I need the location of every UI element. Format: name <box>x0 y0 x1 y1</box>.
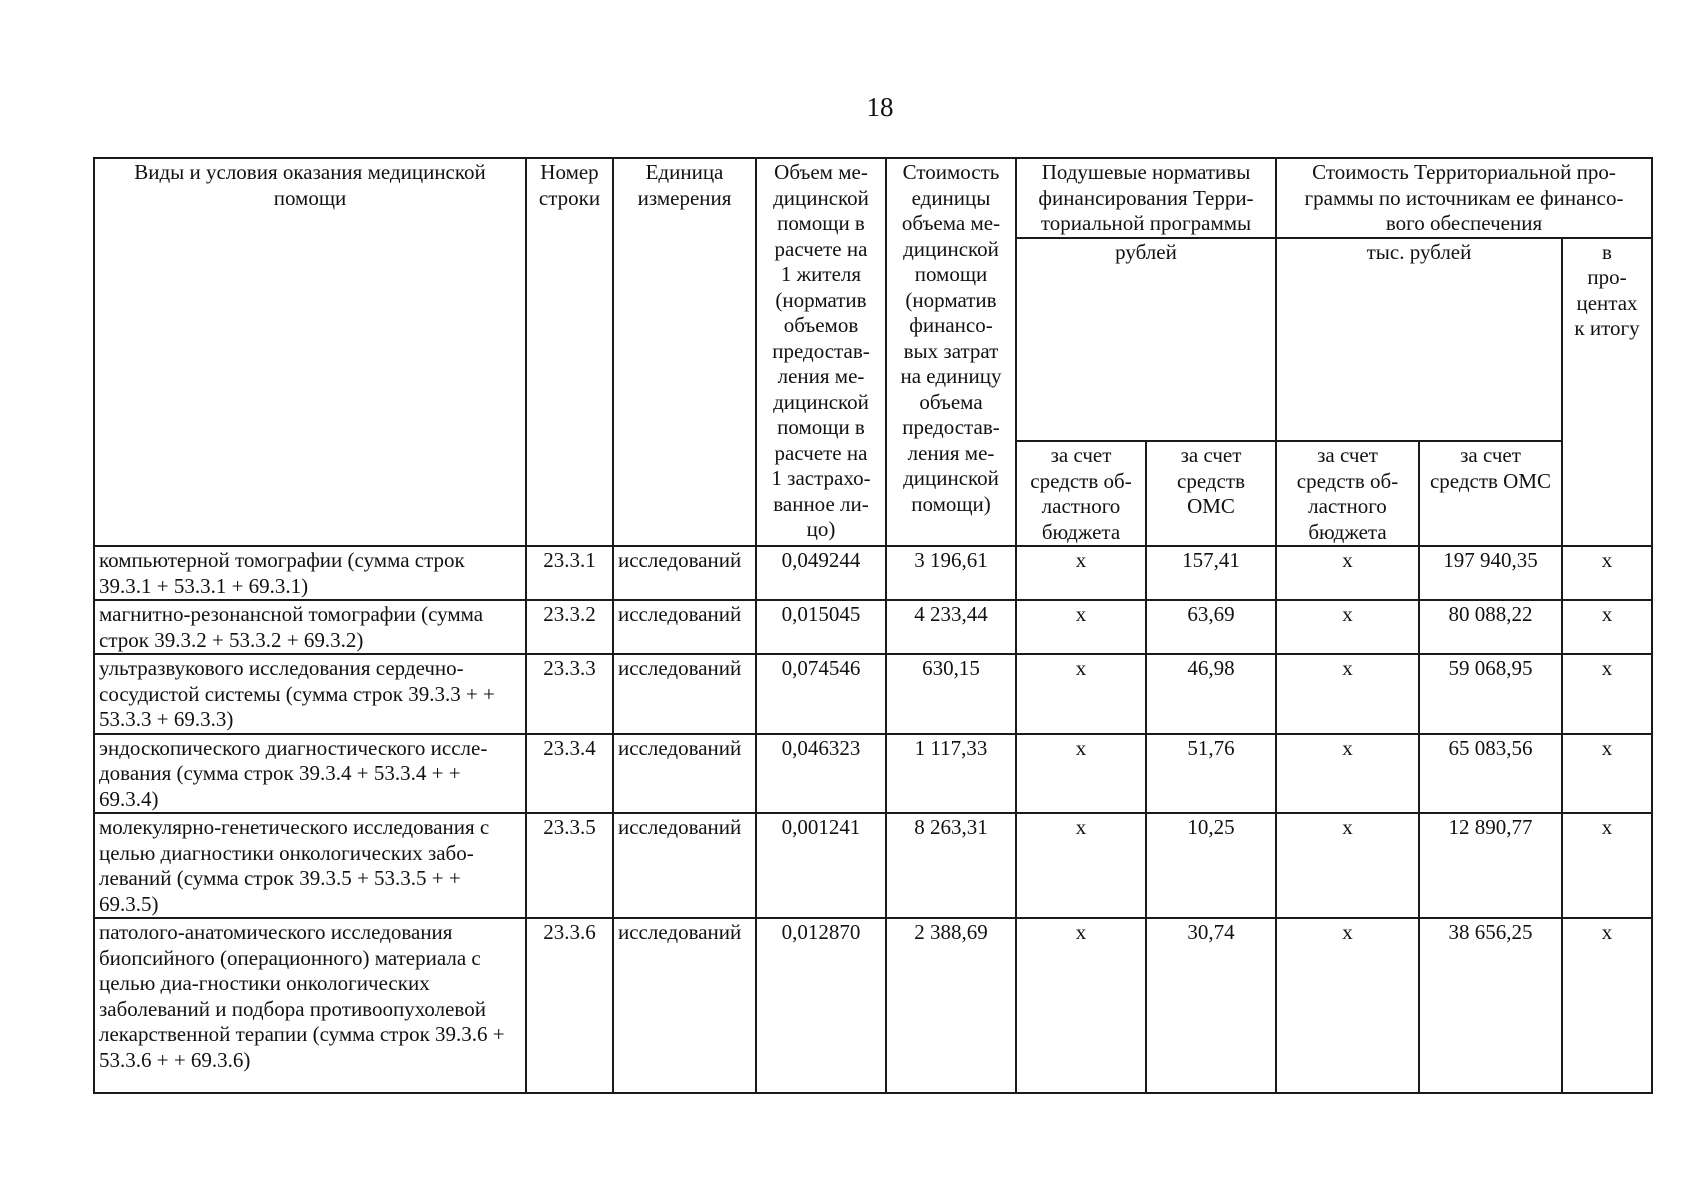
row-percent: х <box>1562 546 1652 600</box>
row-per-capita-oms: 51,76 <box>1146 734 1276 814</box>
row-number: 23.3.1 <box>526 546 613 600</box>
row-per-capita-oms: 157,41 <box>1146 546 1276 600</box>
medical-care-cost-table <box>93 157 1653 1094</box>
row-unit: исследований <box>613 546 756 600</box>
row-number: 23.3.2 <box>526 600 613 654</box>
row-per-capita-budget: х <box>1016 654 1146 734</box>
row-unit: исследований <box>613 918 756 1093</box>
row-volume: 0,049244 <box>756 546 886 600</box>
row-percent: х <box>1562 654 1652 734</box>
row-number: 23.3.4 <box>526 734 613 814</box>
header-unit: Единица измерения <box>613 158 756 546</box>
row-number: 23.3.6 <box>526 918 613 1093</box>
row-percent: х <box>1562 734 1652 814</box>
header-total-oms: за счет средств ОМС <box>1419 441 1562 546</box>
row-volume: 0,074546 <box>756 654 886 734</box>
row-total-budget: х <box>1276 918 1419 1093</box>
row-unit: исследований <box>613 654 756 734</box>
row-percent: х <box>1562 813 1652 918</box>
row-unit: исследований <box>613 813 756 918</box>
row-total-oms: 65 083,56 <box>1419 734 1562 814</box>
row-unit: исследований <box>613 600 756 654</box>
row-volume: 0,001241 <box>756 813 886 918</box>
header-per-capita: Подушевые нормативы финансирования Терри- ториальной программы <box>1016 158 1276 238</box>
row-cost: 630,15 <box>886 654 1016 734</box>
row-per-capita-oms: 30,74 <box>1146 918 1276 1093</box>
row-total-oms: 59 068,95 <box>1419 654 1562 734</box>
row-per-capita-budget: х <box>1016 734 1146 814</box>
row-total-oms: 38 656,25 <box>1419 918 1562 1093</box>
row-per-capita-budget: х <box>1016 600 1146 654</box>
table-row <box>94 813 1652 918</box>
header-program-cost: Стоимость Территориальной про- граммы по источникам ее финансо- вого обеспечения <box>1276 158 1652 238</box>
row-name: патолого-анатомического исследования биопсийного (операционного) материала с целью диа-гностики онкологических заболеваний и подбора противоопухолевой лекарственной терапии (сумма строк 39.3.6 + 53.3.6 + + 69.3.6) <box>94 918 526 1093</box>
row-total-budget: х <box>1276 734 1419 814</box>
row-total-budget: х <box>1276 654 1419 734</box>
row-cost: 3 196,61 <box>886 546 1016 600</box>
row-per-capita-oms: 46,98 <box>1146 654 1276 734</box>
header-row-number: Номер строки <box>526 158 613 546</box>
row-per-capita-oms: 63,69 <box>1146 600 1276 654</box>
row-total-budget: х <box>1276 600 1419 654</box>
row-unit: исследований <box>613 734 756 814</box>
row-name: магнитно-резонансной томографии (сумма строк 39.3.2 + 53.3.2 + 69.3.2) <box>94 600 526 654</box>
row-total-oms: 12 890,77 <box>1419 813 1562 918</box>
header-thousand-rubles: тыс. рублей <box>1276 238 1562 442</box>
header-percent: в про- центах к итогу <box>1562 238 1652 547</box>
row-name: молекулярно-генетического исследования с целью диагностики онкологических забо-леваний (сумма строк 39.3.5 + 53.3.5 + + 69.3.5) <box>94 813 526 918</box>
table-row <box>94 734 1652 814</box>
row-cost: 2 388,69 <box>886 918 1016 1093</box>
row-name: эндоскопического диагностического иссле-дования (сумма строк 39.3.4 + 53.3.4 + + 69.3.4) <box>94 734 526 814</box>
row-number: 23.3.5 <box>526 813 613 918</box>
header-total-regional-budget: за счет средств об- ластного бюджета <box>1276 441 1419 546</box>
table-row <box>94 918 1652 1093</box>
row-percent: х <box>1562 600 1652 654</box>
row-volume: 0,015045 <box>756 600 886 654</box>
row-per-capita-budget: х <box>1016 813 1146 918</box>
header-kind: Виды и условия оказания медицинской помощи <box>94 158 526 546</box>
row-percent: х <box>1562 918 1652 1093</box>
row-total-budget: х <box>1276 546 1419 600</box>
header-volume: Объем ме- дицинской помощи в расчете на 1 жителя (норматив объемов предостав- ления ме- дицинской помощи в расчете на 1 застрахо- ванное ли- цо) <box>756 158 886 546</box>
row-number: 23.3.3 <box>526 654 613 734</box>
row-per-capita-budget: х <box>1016 546 1146 600</box>
row-volume: 0,046323 <box>756 734 886 814</box>
row-total-budget: х <box>1276 813 1419 918</box>
table-row <box>94 546 1652 600</box>
row-total-oms: 197 940,35 <box>1419 546 1562 600</box>
row-total-oms: 80 088,22 <box>1419 600 1562 654</box>
page-number: 18 <box>866 92 894 122</box>
row-per-capita-oms: 10,25 <box>1146 813 1276 918</box>
row-cost: 4 233,44 <box>886 600 1016 654</box>
table-row <box>94 600 1652 654</box>
header-rubles: рублей <box>1016 238 1276 442</box>
row-cost: 1 117,33 <box>886 734 1016 814</box>
header-per-capita-regional-budget: за счет средств об- ластного бюджета <box>1016 441 1146 546</box>
row-volume: 0,012870 <box>756 918 886 1093</box>
header-unit-cost: Стоимость единицы объема ме- дицинской помощи (норматив финансо- вых затрат на единицу объема предостав- ления ме- дицинской помощи) <box>886 158 1016 546</box>
row-cost: 8 263,31 <box>886 813 1016 918</box>
table-row <box>94 654 1652 734</box>
row-per-capita-budget: х <box>1016 918 1146 1093</box>
row-name: компьютерной томографии (сумма строк 39.3.1 + 53.3.1 + 69.3.1) <box>94 546 526 600</box>
header-per-capita-oms: за счет средств ОМС <box>1146 441 1276 546</box>
row-name: ультразвукового исследования сердечно-сосудистой системы (сумма строк 39.3.3 + + 53.3.3 + 69.3.3) <box>94 654 526 734</box>
